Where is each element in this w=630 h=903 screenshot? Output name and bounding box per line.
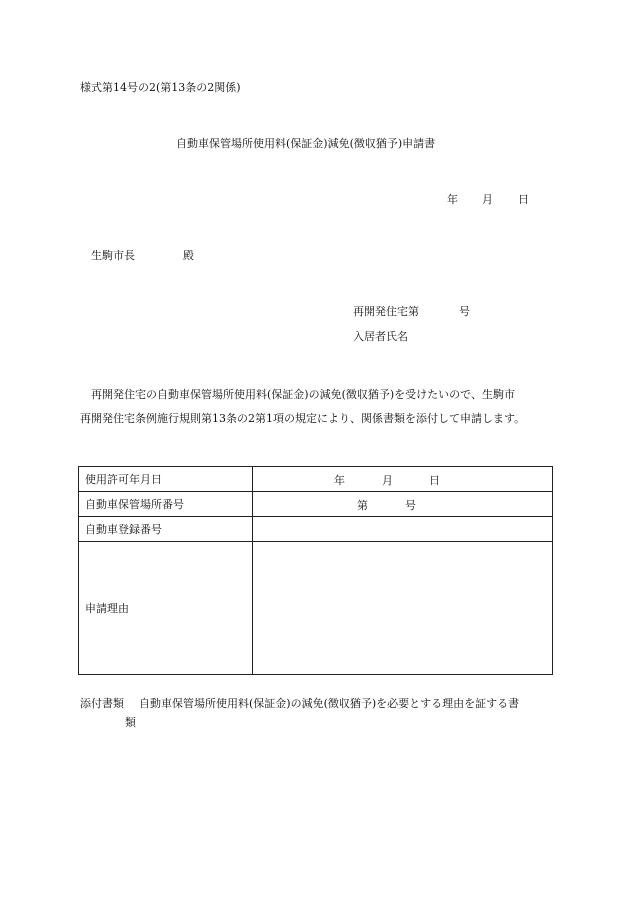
permission-date-field[interactable] [253,467,553,492]
addressee-name: 生駒市長 [91,249,135,262]
statement-line-1: 再開発住宅の自動車保管場所使用料(保証金)の減免(徴収猶予)を受けたいので、生駒市 [91,388,515,401]
application-reason-field[interactable] [253,542,553,675]
resident-name-label: 入居者氏名 [353,330,408,343]
table-row [79,467,553,492]
attachment-label: 添付書類 [80,697,124,710]
permission-year-label: 年 [334,474,345,487]
permission-month-label: 月 [382,474,393,487]
permission-day-label: 日 [429,474,440,487]
parking-number-prefix: 第 [357,499,368,512]
vehicle-registration-field[interactable] [253,517,553,542]
application-reason-label: 申請理由 [79,542,253,675]
document-title: 自動車保管場所使用料(保証金)減免(徴収猶予)申請書 [176,137,436,150]
date-month-label: 月 [482,193,493,206]
attachment-description: 自動車保管場所使用料(保証金)の減免(徴収猶予)を必要とする理由を証する書 [139,697,520,710]
application-statement [80,383,555,431]
form-number: 様式第14号の2(第13条の2関係) [80,81,241,94]
housing-number-label: 再開発住宅第 [353,305,419,318]
statement-line-2: 再開発住宅条例施行規則第13条の2第1項の規定により、関係書類を添付して申請します。 [80,412,526,425]
permission-date-label: 使用許可年月日 [79,467,253,492]
date-day-label: 日 [518,193,529,206]
parking-number-field[interactable] [253,492,553,517]
housing-number-suffix: 号 [459,305,470,318]
parking-number-suffix: 号 [405,499,416,512]
vehicle-registration-label: 自動車登録番号 [79,517,253,542]
addressee-honorific: 殿 [183,249,194,262]
application-details-table [78,466,553,675]
table-row [79,517,553,542]
date-year-label: 年 [447,193,458,206]
attachment-description-continuation: 類 [125,716,136,729]
parking-number-label: 自動車保管場所番号 [79,492,253,517]
table-row [79,492,553,517]
table-row [79,542,553,675]
